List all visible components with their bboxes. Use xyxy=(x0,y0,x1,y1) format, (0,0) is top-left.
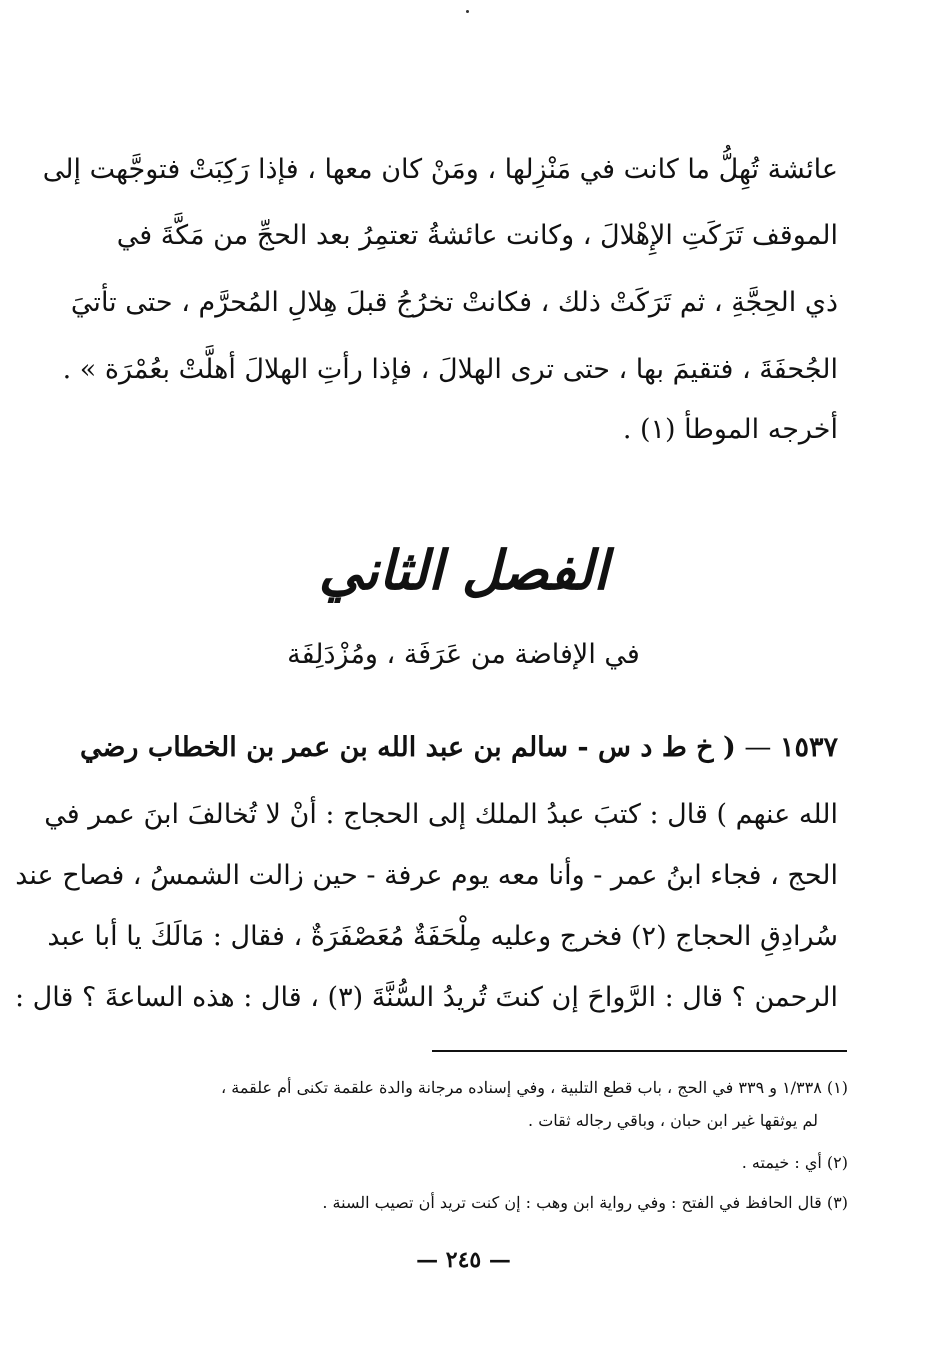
intro-line: الموقف تَرَكَتِ الإِهْلالَ ، وكانت عائشةُ تعتمِرُ بعد الحجِّ من مَكَّةَ في xyxy=(116,220,838,251)
hadith-source: ( خ ط د س - سالم بن عبد الله بن عمر بن الخطاب رضي xyxy=(79,732,736,763)
hadith-line: الحج ، فجاء ابنُ عمر - وأنا معه يوم عرفة - حين زالت الشمسُ ، فصاح عند xyxy=(15,860,838,891)
page-number: — ٢٤٥ — xyxy=(416,1247,511,1273)
intro-line: ذي الحِجَّةِ ، ثم تَرَكَتْ ذلك ، فكانتْ تخرُجُ قبلَ هِلالِ المُحرَّم ، حتى تأتيَ xyxy=(70,287,838,318)
footnote-divider xyxy=(432,1050,847,1052)
chapter-subtitle: في الإفاضة من عَرَفَة ، ومُزْدَلِفَة xyxy=(287,639,640,670)
intro-line: الجُحفَةَ ، فتقيمَ بها ، حتى ترى الهلالَ ، فإذا رأتِ الهلالَ أهلَّتْ بعُمْرَة » . xyxy=(62,354,838,385)
footnote: (٢) أي : خيمته . xyxy=(741,1153,848,1172)
hadith-heading xyxy=(79,728,838,768)
footnote: (١) ١/٣٣٨ و ٣٣٩ في الحج ، باب قطع التلبية ، وفي إسناده مرجانة والدة علقمة تكنى أم علقمة ، xyxy=(221,1078,848,1097)
hadith-dash: — xyxy=(735,732,772,763)
hadith-line: الله عنهم ) قال : كتبَ عبدُ الملك إلى الحجاج : أنْ لا تُخالفَ ابنَ عمر في xyxy=(44,799,838,830)
chapter-title: الفصل الثاني xyxy=(318,538,609,602)
footnote: (٣) قال الحافظ في الفتح : وفي رواية ابن وهب : إن كنت تريد أن تصيب السنة . xyxy=(322,1193,848,1212)
top-dot xyxy=(466,10,469,13)
intro-line: عائشة تُهِلُّ ما كانت في مَنْزِلها ، ومَنْ كان معها ، فإذا رَكِبَتْ فتوجَّهت إلى xyxy=(42,154,838,185)
hadith-line: سُرادِقِ الحجاج (٢) فخرج وعليه مِلْحَفَةٌ مُعَصْفَرَةٌ ، فقال : مَالَكَ يا أبا عبد xyxy=(47,921,838,952)
footnote-continuation: لم يوثقها غير ابن حبان ، وباقي رجاله ثقات . xyxy=(528,1111,818,1130)
hadith-line: الرحمن ؟ قال : الرَّواحَ إن كنتَ تُريدُ السُّنَّةَ (٣) ، قال : هذه الساعةَ ؟ قال : xyxy=(14,982,838,1013)
intro-line: أخرجه الموطأ (١) . xyxy=(622,414,838,445)
hadith-number: ١٥٣٧ xyxy=(779,732,838,763)
